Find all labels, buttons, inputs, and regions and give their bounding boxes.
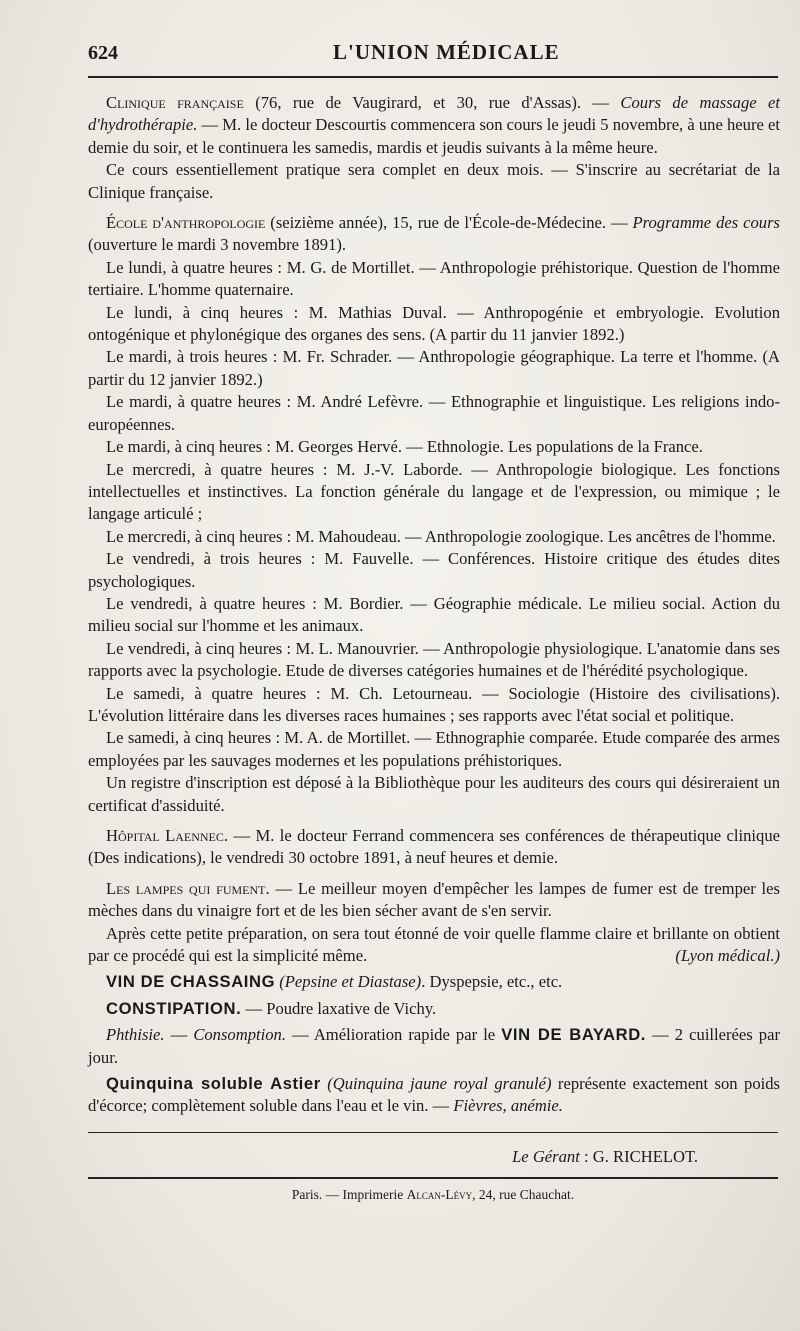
ad-bayard-name: VIN DE BAYARD. <box>501 1025 647 1045</box>
registration-note: Un registre d'inscription est déposé à la Bibliothèque pour les auditeurs des cours qui désireraient un certificat d'assiduité. <box>88 773 780 815</box>
ecole-title: École d'anthropologie <box>106 213 266 233</box>
header-rule <box>88 76 778 78</box>
imprint-line <box>88 1187 778 1203</box>
gerant-label: Le Gérant <box>512 1146 580 1166</box>
course-item: Le mercredi, à quatre heures : M. J.-V. Laborde. — Anthropologie biologique. Les fonctions intellectuelles et instinctives. La fonction générale du langage et de l'expression, ou mimique ; le langage articulé ; <box>88 459 780 524</box>
gerant-separator: : <box>579 1146 593 1166</box>
lampes-source: (Lyon médical.) <box>675 946 780 966</box>
ad-quinquina-subtitle: (Quinquina jaune royal granulé) <box>327 1074 552 1094</box>
clinique-text: (76, rue de Vaugirard, et 30, rue d'Assas). — <box>243 93 621 112</box>
lampes-paragraph-2 <box>88 923 780 968</box>
clinique-text-2: — M. le docteur Descourtis commencera son cours le jeudi 5 novembre, à une heure et demie du soir, et le continuera les samedis, mardis et jeudis suivants à la même heure. <box>88 115 780 157</box>
ad-quinquina-indications: Fièvres, anémie. <box>453 1096 563 1116</box>
course-item: Le vendredi, à trois heures : M. Fauvelle. — Conférences. Histoire critique des études dites psychologiques. <box>88 549 780 591</box>
ecole-text: (seizième année), 15, rue de l'École-de-Médecine. — <box>265 213 633 233</box>
footer-rule <box>88 1132 778 1133</box>
page-header <box>88 40 778 74</box>
course-item: Le mardi, à cinq heures : M. Georges Hervé. — Ethnologie. Les populations de la France. <box>106 437 703 457</box>
clinique-title: Clinique française <box>106 93 244 112</box>
running-title: L'UNION MÉDICALE <box>333 40 560 64</box>
ad-constipation-name: CONSTIPATION. <box>106 998 242 1018</box>
course-item: Le mardi, à quatre heures : M. André Lefèvre. — Ethnographie et linguistique. Les religions indo-européennes. <box>88 392 780 434</box>
gerant-name: G. RICHELOT. <box>592 1146 698 1166</box>
imprint-rule <box>88 1177 778 1179</box>
ad-vin-name: VIN DE CHASSAING <box>106 972 276 992</box>
article-body <box>88 92 780 1118</box>
ad-bayard-text-2: — 2 cuillerées par jour. <box>88 1025 780 1067</box>
ecole-paragraph <box>88 212 780 257</box>
ad-bayard-dash: — <box>164 1025 194 1045</box>
ad-bayard-italic-1: Phthisie. <box>106 1025 165 1045</box>
course-item: Le vendredi, à cinq heures : M. L. Manouvrier. — Anthropologie physiologique. L'anatomie dans ses rapports avec la psychologie. Etude de diverses catégories humaines et de l'hérédité psychologique. <box>88 638 780 681</box>
lampes-title: Les lampes qui fument. <box>106 878 270 898</box>
imprint-address: , 24, rue Chauchat. <box>472 1186 575 1202</box>
clinique-course-title: Cours de massage et d'hydrothérapie. <box>88 93 780 135</box>
imprint-printer: Alcan-Lévy <box>406 1186 473 1202</box>
hopital-title: Hôpital Laennec. <box>106 826 229 845</box>
ad-vin-subtitle: (Pepsine et Diastase) <box>279 972 422 992</box>
course-item: Le samedi, à quatre heures : M. Ch. Letourneau. — Sociologie (Histoire des civilisations). L'évolution littéraire dans les diverses races humaines ; ses rapports avec l'état social et politique. <box>88 683 780 725</box>
lampes-paragraph <box>88 878 780 923</box>
ad-quinquina-text: représente exactement son poids d'écorce; complètement soluble dans l'eau et le vin. — <box>88 1074 780 1116</box>
ecole-text-2: (ouverture le mardi 3 novembre 1891). <box>88 235 347 255</box>
ad-constipation-text: — Poudre laxative de Vichy. <box>241 998 437 1018</box>
gerant-line <box>88 1147 698 1167</box>
course-item: Le mardi, à trois heures : M. Fr. Schrader. — Anthropologie géographique. La terre et l'homme. (A partir du 12 janvier 1892.) <box>88 347 780 389</box>
ad-quinquina <box>88 1073 780 1118</box>
ad-vin-chassaing <box>88 971 780 993</box>
ad-vin-text: . Dyspepsie, etc., etc. <box>421 972 563 992</box>
page-number: 624 <box>88 42 118 64</box>
hopital-text: — M. le docteur Ferrand commencera ses conférences de thérapeutique clinique (Des indications), le vendredi 30 octobre 1891, à neuf heures et demie. <box>88 826 781 868</box>
ecole-programme: Programme des cours <box>632 213 780 233</box>
lampes-text: — Le meilleur moyen d'empêcher les lampes de fumer est de tremper les mèches dans du vinaigre fort et de les bien sécher avant de s'en servir. <box>88 878 780 921</box>
clinique-paragraph-2: Ce cours essentiellement pratique sera complet en deux mois. — S'inscrire au secrétariat de la Clinique française. <box>88 160 780 202</box>
hopital-paragraph <box>88 825 780 870</box>
lampes-text-2: Après cette petite préparation, on sera tout étonné de voir quelle flamme claire et brillante on obtient par ce procédé qui est la simplicité même. <box>88 923 780 966</box>
course-item: Le lundi, à cinq heures : M. Mathias Duval. — Anthropogénie et embryologie. Evolution ontogénique et phylonégique des organes des sens. (A partir du 11 janvier 1892.) <box>88 302 780 345</box>
ad-quinquina-name: Quinquina soluble Astier <box>106 1074 321 1094</box>
course-item: Le samedi, à cinq heures : M. A. de Mortillet. — Ethnographie comparée. Etude comparée des armes employées par les sauvages modernes et les populations préhistoriques. <box>88 728 780 770</box>
clinique-paragraph <box>88 92 780 159</box>
course-item: Le vendredi, à quatre heures : M. Bordier. — Géographie médicale. Le milieu social. Action du milieu social sur l'homme et les animaux. <box>88 593 780 636</box>
imprint-text: Paris. — Imprimerie <box>291 1186 407 1202</box>
ad-vin-bayard <box>88 1024 780 1069</box>
course-item: Le lundi, à quatre heures : M. G. de Mortillet. — Anthropologie préhistorique. Question de l'homme tertiaire. L'homme quaternaire. <box>88 257 780 300</box>
ad-bayard-text: — Amélioration rapide par le <box>285 1025 502 1045</box>
ad-constipation <box>88 998 780 1020</box>
ad-bayard-italic-2: Consomption. <box>193 1025 286 1045</box>
course-item: Le mercredi, à cinq heures : M. Mahoudeau. — Anthropologie zoologique. Les ancêtres de l'homme. <box>106 526 776 546</box>
